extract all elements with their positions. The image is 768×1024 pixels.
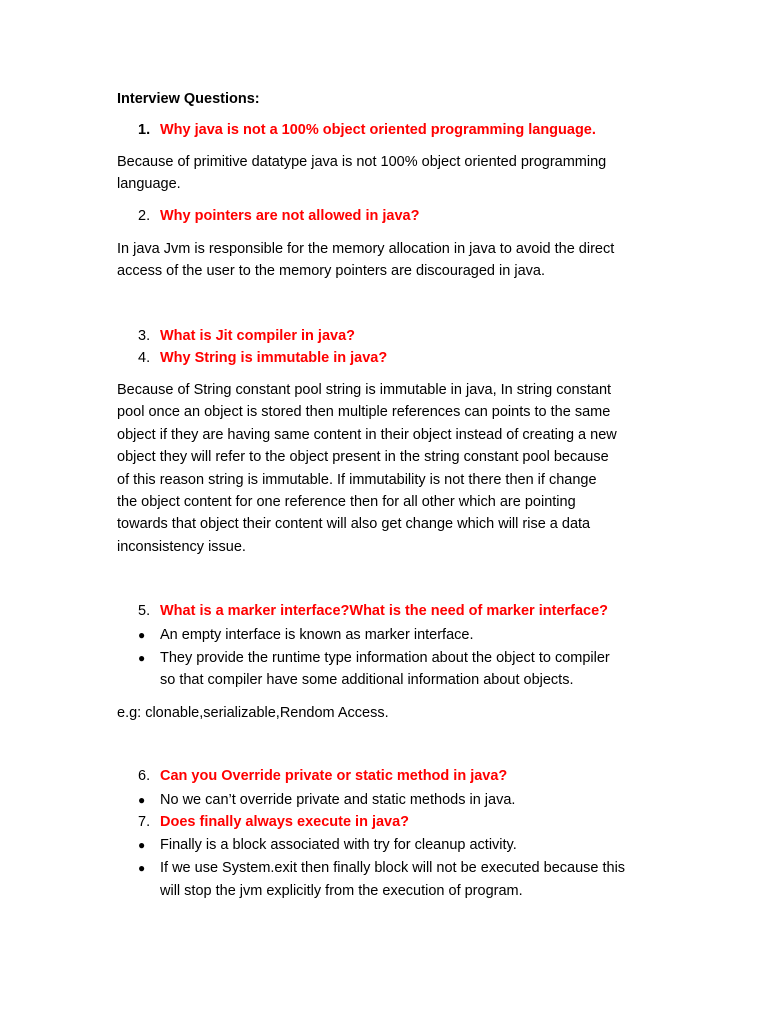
question-3 <box>138 325 355 347</box>
question-text: Can you Override private or static method in java? <box>160 768 508 784</box>
question-5 <box>138 600 608 622</box>
question-text: What is a marker interface?What is the need of marker interface? <box>160 603 609 619</box>
question-number: 1. <box>138 122 151 138</box>
bullet-item <box>138 647 610 669</box>
answer-1-line-2: language. <box>117 176 181 192</box>
answer-1-line-1: Because of primitive datatype java is not 100% object oriented programming <box>117 154 607 170</box>
answer-4-line-5: of this reason string is immutable. If immutability is not there then if change <box>117 472 597 488</box>
bullet-text: If we use System.exit then finally block will not be executed because this <box>160 860 626 876</box>
bullet-item <box>138 624 474 646</box>
bullet-text: Finally is a block associated with try for cleanup activity. <box>160 837 517 853</box>
question-text: What is Jit compiler in java? <box>160 328 355 344</box>
bullet-text: They provide the runtime type information about the object to compiler <box>160 650 610 666</box>
bullet-continuation: so that compiler have some additional information about objects. <box>160 672 574 688</box>
question-4 <box>138 347 387 369</box>
question-number: 2. <box>138 208 151 224</box>
question-1 <box>138 119 596 141</box>
answer-4-line-4: object they will refer to the object present in the string constant pool because <box>117 449 609 465</box>
example-line: e.g: clonable,serializable,Rendom Access. <box>117 705 389 721</box>
answer-2-line-1: In java Jvm is responsible for the memory allocation in java to avoid the direct <box>117 241 615 257</box>
question-2 <box>138 205 419 227</box>
bullet-icon: ● <box>138 628 146 642</box>
question-text: Why java is not a 100% object oriented programming language. <box>160 122 596 138</box>
question-text: Why pointers are not allowed in java? <box>160 208 420 224</box>
answer-2-line-2: access of the user to the memory pointers are discouraged in java. <box>117 263 545 279</box>
answer-4-line-3: object if they are having same content in their object instead of creating a new <box>117 427 617 443</box>
question-number: 5. <box>138 603 151 619</box>
bullet-item <box>138 857 625 879</box>
answer-4-line-8: inconsistency issue. <box>117 539 246 555</box>
answer-4-line-7: towards that object their content will also get change which will rise a data <box>117 516 591 532</box>
bullet-icon: ● <box>138 861 146 875</box>
answer-4-line-6: the object content for one reference then for all other which are pointing <box>117 494 576 510</box>
bullet-icon: ● <box>138 793 146 807</box>
answer-4-line-2: pool once an object is stored then multiple references can points to the same <box>117 404 611 420</box>
page-title: Interview Questions: <box>117 91 260 107</box>
question-number: 6. <box>138 768 151 784</box>
bullet-icon: ● <box>138 838 146 852</box>
question-text: Why String is immutable in java? <box>160 350 388 366</box>
answer-4-line-1: Because of String constant pool string is immutable in java, In string constant <box>117 382 612 398</box>
bullet-continuation: will stop the jvm explicitly from the execution of program. <box>160 883 523 899</box>
question-text: Does finally always execute in java? <box>160 814 410 830</box>
question-6 <box>138 765 507 787</box>
bullet-text: An empty interface is known as marker interface. <box>160 627 474 643</box>
question-number: 4. <box>138 350 151 366</box>
bullet-item <box>138 834 517 856</box>
bullet-text: No we can’t override private and static methods in java. <box>160 792 516 808</box>
bullet-item <box>138 789 515 811</box>
question-number: 3. <box>138 328 151 344</box>
bullet-icon: ● <box>138 651 146 665</box>
question-number: 7. <box>138 814 151 830</box>
question-7 <box>138 811 409 833</box>
